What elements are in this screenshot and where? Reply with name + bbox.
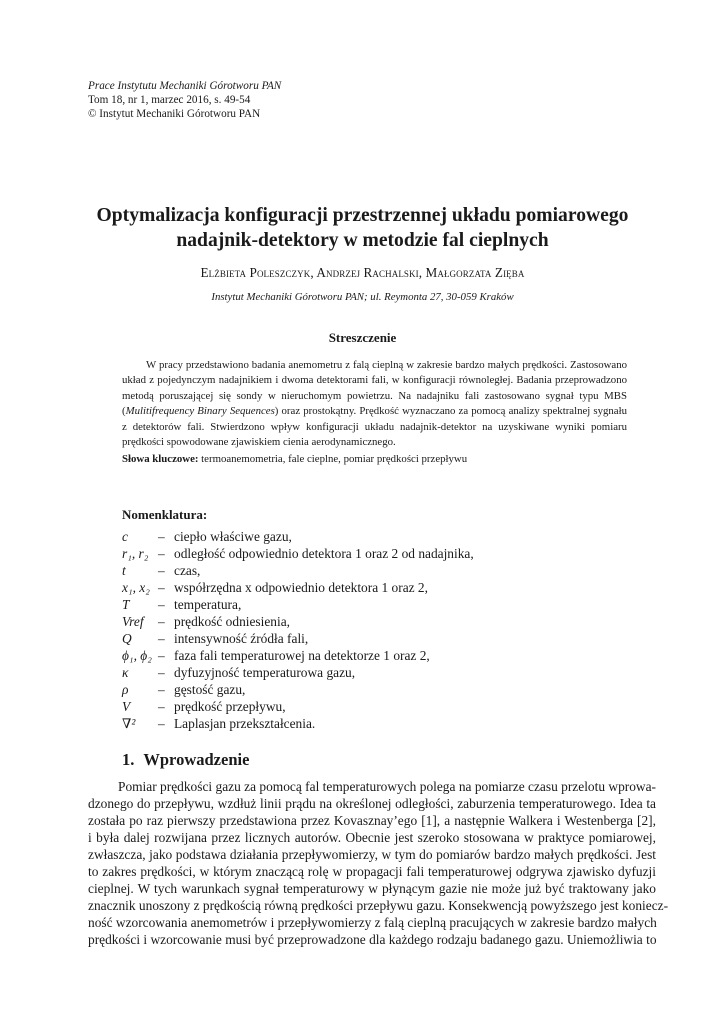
nomenclature-list [122,528,474,732]
nomenclature-heading: Nomenklatura: [122,507,208,522]
nomenclature-symbol: κ [122,665,129,680]
nomenclature-dash: – [158,529,165,544]
section-number: 1. [122,750,135,769]
nomenclature-dash: – [158,648,165,663]
nomenclature-dash: – [158,682,165,697]
nomenclature-symbol: ∇² [122,716,136,731]
nomenclature-symbol: ϕ₁, ϕ₂ [122,648,152,663]
nomenclature-description: prędkość przepływu, [174,699,286,714]
nomenclature-row [122,630,474,647]
body-line: dzonego do przepływu, wzdłuż linii prądu na określonej odległości, zaburzenia temperaturowego. Idea ta [88,796,656,812]
nomenclature-dash: – [158,665,165,680]
body-line: ność wzorcowania anemometrów i przepływomierzy z falą cieplną pracujących w zakresie bardzo małych [88,915,657,931]
nomenclature-symbol: Q [122,631,132,646]
nomenclature-symbol: r₁, r₂ [122,546,149,561]
journal-name: Prace Instytutu Mechaniki Górotworu PAN [88,80,282,92]
authors: Elżbieta Poleszczyk, Andrzej Rachalski, Małgorzata Zięba [200,265,525,280]
nomenclature-row [122,613,474,630]
body-line: i była dalej rozwijana przez licznych autorów. Obecnie jest szeroko stosowana w praktyce pomiarowej, [88,830,656,846]
nomenclature-dash: – [158,699,165,714]
paper-title [60,203,665,253]
body-line: została po raz pierwszy przedstawiona przez Kovasznay’ego [1], a następnie Walkera i Westenberga [2], [88,813,656,829]
body-line: prędkości i wzorcowanie musi być przeprowadzone dla każdego rodzaju badanego gazu. Uniemożliwia to [88,932,657,948]
keywords-label: Słowa kluczowe: [122,453,199,465]
nomenclature-description: współrzędna x odpowiednio detektora 1 oraz 2, [174,580,428,595]
body-line: Pomiar prędkości gazu za pomocą fal temperaturowych polega na pomiarze czasu przelotu wprowa- [118,779,656,794]
nomenclature-description: gęstość gazu, [174,682,246,697]
body-line: to zakres prędkości, w którym znaczącą rolę w propagacji fali temperaturowej odgrywa zjawisko dyfuzji [88,864,656,880]
nomenclature-dash: – [158,580,165,595]
nomenclature-row [122,562,474,579]
nomenclature-symbol: t [122,563,126,578]
nomenclature-row [122,715,474,732]
journal-copyright: © Instytut Mechaniki Górotworu PAN [88,108,261,120]
nomenclature-symbol: ρ [122,682,129,697]
nomenclature-row [122,596,474,613]
nomenclature-symbol: T [122,597,130,612]
nomenclature-dash: – [158,563,165,578]
title-line-1: Optymalizacja konfiguracji przestrzennej układu pomiarowego [96,205,629,226]
nomenclature-symbol: x₁, x₂ [122,580,150,595]
nomenclature-row [122,681,474,698]
abstract-text-a: W pracy przedstawiono badania anemometru z falą cieplną w zakresie bardzo małych prędkości. Zastosowano układ z pojedynczym nadajnikiem i dwoma detektorami fali, w konfiguracji równoległej. Badania przeprowadzono metodą poruszającej się sondy w nieruchomym powietrzu. Na nadajniku fali zastosowano sygnał typu MBS ( [122,359,627,418]
nomenclature-description: odległość odpowiednio detektora 1 oraz 2 od nadajnika, [174,546,474,561]
section-heading [122,750,249,770]
abstract-text-italic: Mulitifrequency Binary Sequences [125,405,275,418]
affiliation: Instytut Mechaniki Górotworu PAN; ul. Reymonta 27, 30-059 Kraków [211,291,514,303]
nomenclature-dash: – [158,546,165,561]
abstract-body [122,358,627,450]
nomenclature-row [122,698,474,715]
nomenclature-row [122,579,474,596]
nomenclature-description: faza fali temperaturowej na detektorze 1 oraz 2, [174,648,430,663]
nomenclature-symbol: V [122,699,131,714]
nomenclature-description: czas, [174,563,201,578]
abstract-text-b: ) oraz prostokątny. Prędkość wyznaczano za pomocą analizy spektralnej sygnału z detektorów fali. Stwierdzono wpływ konfiguracji układu nadajnik-detektor na uzyskiwane wyniki pomiaru prędkości spowodowane zjawiskiem cienia aerodynamicznego. [122,405,627,449]
section-body [88,778,669,948]
keywords-text: termoanemometria, fale cieplne, pomiar prędkości przepływu [198,453,468,465]
nomenclature-row [122,528,474,545]
nomenclature-description: dyfuzyjność temperaturowa gazu, [174,665,356,680]
title-line-2: nadajnik-detektory w metodzie fal cieplnych [176,230,549,251]
nomenclature-row [122,664,474,681]
nomenclature-description: prędkość odniesienia, [174,614,291,629]
nomenclature-symbol: c [122,529,128,544]
nomenclature-dash: – [158,631,165,646]
nomenclature-description: Laplasjan przekształcenia. [174,716,316,731]
section-title: Wprowadzenie [143,750,250,769]
body-line: zwłaszcza, jako podstawa działania przepływomierzy, w tym do pomiarów bardzo małych prędkości. Jest [88,847,656,863]
keywords [122,453,627,465]
nomenclature-dash: – [158,614,165,629]
nomenclature-dash: – [158,716,165,731]
nomenclature-description: ciepło właściwe gazu, [174,529,292,544]
abstract-heading: Streszczenie [328,330,397,345]
nomenclature-dash: – [158,597,165,612]
journal-header [88,79,281,121]
nomenclature-row [122,647,474,664]
journal-volume: Tom 18, nr 1, marzec 2016, s. 49-54 [88,94,251,106]
nomenclature-symbol: Vref [122,614,144,629]
body-line: cieplnej. W tych warunkach sygnał temperaturowy w płynącym gazie nie może już być traktowany jako [88,881,656,897]
nomenclature-row [122,545,474,562]
nomenclature-description: temperatura, [174,597,242,612]
body-line: znacznik unoszony z prędkością równą prędkości przepływu gazu. Konsekwencją powyższego jest koniecz- [88,898,669,914]
nomenclature-description: intensywność źródła fali, [174,631,309,646]
